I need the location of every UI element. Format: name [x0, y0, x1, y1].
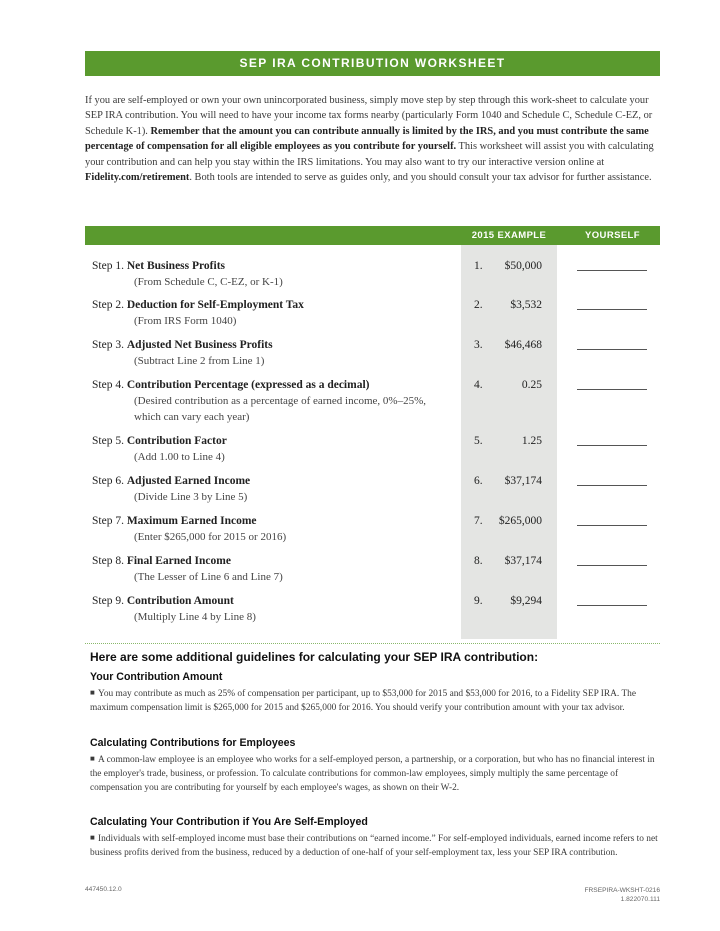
- footer-doc-code-2: 1.822070.111: [620, 896, 660, 903]
- intro-text-1: If you are self-employed or own your own unincorporated business, simply move step by step through this work-sheet to calculate your SEP IRA contribution. You will need to have your income tax forms nearby (particularly Form 1040 and Schedule C, Schedule C-EZ, or Schedule K-1).: [85, 95, 653, 137]
- step-name: Contribution Factor: [126, 435, 227, 447]
- intro-text-2: This worksheet will assist you with calculating your contribution and can help you stay within the IRS limitations. You may also want to try our interactive version online at: [85, 141, 654, 168]
- step-instruction: (The Lesser of Line 6 and Line 7): [134, 571, 283, 583]
- step-title: [92, 473, 652, 489]
- intro-bold-1: Remember that the amount you can contribute annually is limited by the IRS, and you must contribute the same percentage of compensation for all eligible employees as you contribute for yourself.: [85, 125, 649, 153]
- intro-text-3: . Both tools are intended to serve as guides only, and you should consult your tax advisor for further assistance.: [189, 172, 652, 184]
- column-header-yourself: YOURSELF: [585, 230, 640, 241]
- example-line-number: 1.: [474, 260, 483, 272]
- step-label: Step 1.: [92, 260, 124, 272]
- bullet-icon: ■: [90, 754, 95, 763]
- example-line-number: 3.: [474, 339, 483, 351]
- step-name: Contribution Amount: [126, 595, 234, 607]
- section-divider: [85, 643, 660, 644]
- step-row: [92, 258, 652, 290]
- step-instruction: (Add 1.00 to Line 4): [134, 451, 225, 463]
- example-value: $37,174: [504, 555, 542, 567]
- example-value: $9,294: [510, 595, 542, 607]
- step-title: [92, 337, 652, 353]
- yourself-entry-line[interactable]: [577, 389, 647, 390]
- yourself-entry-line[interactable]: [577, 565, 647, 566]
- intro-link[interactable]: Fidelity.com/retirement: [85, 172, 190, 184]
- yourself-entry-line[interactable]: [577, 445, 647, 446]
- step-title: [92, 553, 652, 569]
- step-row: [92, 377, 652, 425]
- example-value: $265,000: [498, 515, 542, 527]
- example-line-number: 7.: [474, 515, 483, 527]
- worksheet-title: SEP IRA CONTRIBUTION WORKSHEET: [85, 51, 660, 76]
- example-line-number: 5.: [474, 435, 483, 447]
- step-name: Adjusted Net Business Profits: [126, 339, 273, 351]
- yourself-entry-line[interactable]: [577, 349, 647, 350]
- yourself-entry-line[interactable]: [577, 525, 647, 526]
- example-value: 0.25: [521, 379, 542, 391]
- step-title: [92, 513, 652, 529]
- footer-doc-codes: [560, 886, 660, 904]
- example-line-number: 8.: [474, 555, 483, 567]
- example-line-number: 2.: [474, 299, 483, 311]
- step-label: Step 2.: [92, 299, 124, 311]
- bullet-icon: ■: [90, 833, 95, 842]
- example-line-number: 4.: [474, 379, 483, 391]
- step-name: Deduction for Self-Employment Tax: [126, 299, 304, 311]
- step-row: [92, 433, 652, 465]
- yourself-entry-line[interactable]: [577, 309, 647, 310]
- section-body-contribution-amount: ■ You may contribute as much as 25% of compensation per participant, up to $53,000 for 2015 and $53,000 for 2016, to a Fidelity SEP IRA. The maximum compensation limit is $265,000 for 2015 and $265,000 for 2016. You should verify your contribution amount with your tax advisor.: [90, 688, 637, 713]
- step-row: [92, 593, 652, 625]
- step-row: [92, 513, 652, 545]
- step-row: [92, 337, 652, 369]
- step-title: [92, 297, 652, 313]
- step-title: [92, 377, 652, 393]
- yourself-entry-line[interactable]: [577, 485, 647, 486]
- step-label: Step 5.: [92, 435, 124, 447]
- example-value: $50,000: [504, 260, 542, 272]
- section-heading-employees: Calculating Contributions for Employees: [90, 737, 296, 749]
- bullet-icon: ■: [90, 688, 95, 697]
- example-value: 1.25: [521, 435, 542, 447]
- example-line-number: 6.: [474, 475, 483, 487]
- footer-doc-code-1: FRSEPIRA-WKSHT-0216: [584, 887, 660, 894]
- step-instruction: (Enter $265,000 for 2015 or 2016): [134, 531, 287, 543]
- step-label: Step 8.: [92, 555, 124, 567]
- step-label: Step 6.: [92, 475, 124, 487]
- example-value: $46,468: [504, 339, 542, 351]
- guidelines-heading: Here are some additional guidelines for calculating your SEP IRA contribution:: [90, 650, 539, 664]
- step-name: Adjusted Earned Income: [126, 475, 251, 487]
- step-name: Maximum Earned Income: [126, 515, 257, 527]
- step-instruction: (From Schedule C, C-EZ, or K-1): [134, 276, 283, 288]
- step-label: Step 7.: [92, 515, 124, 527]
- example-line-number: 9.: [474, 595, 483, 607]
- step-instruction: (Subtract Line 2 from Line 1): [134, 355, 265, 367]
- step-name: Final Earned Income: [126, 555, 231, 567]
- step-title: [92, 593, 652, 609]
- step-row: [92, 297, 652, 329]
- step-title: [92, 433, 652, 449]
- step-row: [92, 473, 652, 505]
- example-value: $3,532: [510, 299, 542, 311]
- example-value: $37,174: [504, 475, 542, 487]
- step-instruction: (Divide Line 3 by Line 5): [134, 491, 248, 503]
- column-header-example: 2015 EXAMPLE: [471, 230, 547, 241]
- section-heading-self-employed: Calculating Your Contribution if You Are Self-Employed: [90, 816, 368, 828]
- step-label: Step 4.: [92, 379, 124, 391]
- section-body-employees: ■ A common-law employee is an employee who works for a self-employed person, a partnership, or a corporation, but who has no financial interest in the employer's trade, business, or profession. To calculate contributions for common-law employees, simply multiply the same percentage of compensation you are contributing for yourself by each employee's wages, as shown on their W-2.: [90, 754, 655, 793]
- step-title: [92, 258, 652, 274]
- yourself-entry-line[interactable]: [577, 605, 647, 606]
- step-name: Contribution Percentage (expressed as a decimal): [126, 379, 370, 391]
- step-instruction: (Multiply Line 4 by Line 8): [134, 611, 256, 623]
- step-instruction: (From IRS Form 1040): [134, 315, 237, 327]
- step-name: Net Business Profits: [126, 260, 226, 272]
- step-row: [92, 553, 652, 585]
- yourself-entry-line[interactable]: [577, 270, 647, 271]
- section-body-self-employed: ■ Individuals with self-employed income must base their contributions on “earned income.” For self-employed individuals, earned income refers to net business profits derived from the business, reduced by a deduction of one-half of your self-employment tax, less your SEP IRA contribution.: [90, 833, 658, 858]
- step-label: Step 9.: [92, 595, 124, 607]
- step-instruction: (Desired contribution as a percentage of earned income, 0%–25%, which can vary each year): [134, 395, 426, 423]
- footer-form-code: 447450.12.0: [85, 886, 122, 893]
- step-label: Step 3.: [92, 339, 124, 351]
- section-heading-contribution-amount: Your Contribution Amount: [90, 671, 223, 683]
